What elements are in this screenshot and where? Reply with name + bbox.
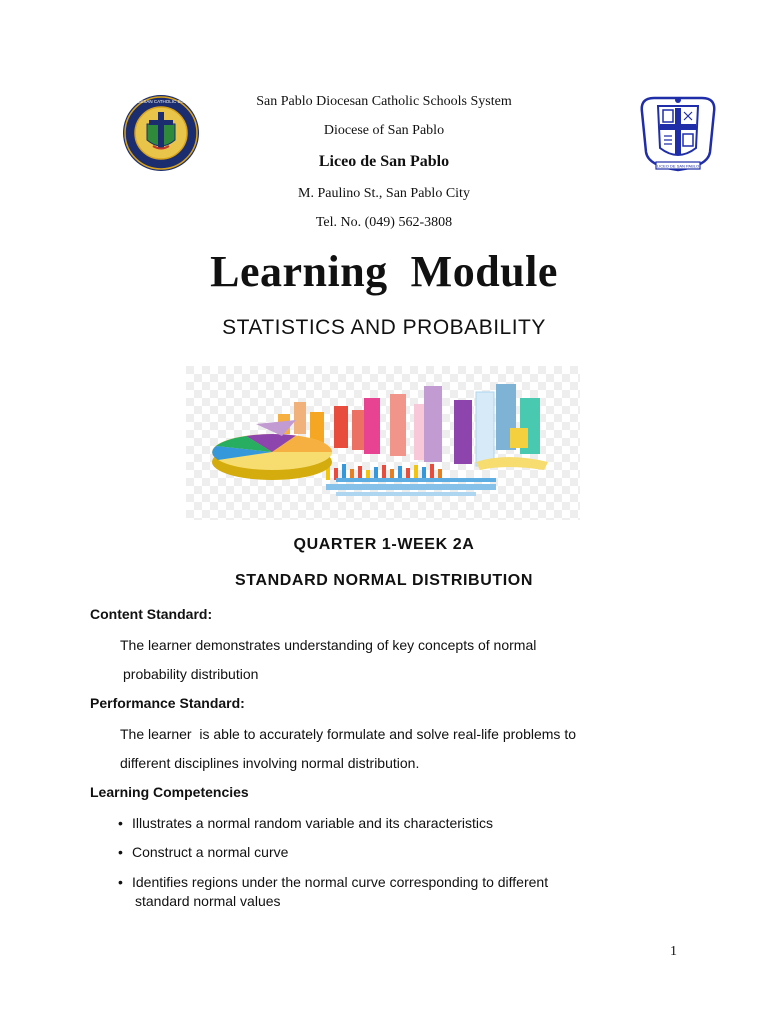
- content-standard-line-2: probability distribution: [123, 666, 259, 682]
- school-system-line: San Pablo Diocesan Catholic Schools System: [256, 94, 512, 109]
- competency-text: Identifies regions under the normal curve corresponding to different: [132, 874, 549, 890]
- competency-text: Illustrates a normal random variable and its characteristics: [132, 815, 494, 831]
- page-title: Learning Module: [210, 247, 558, 296]
- bullet-icon: •: [118, 815, 123, 831]
- bullet-icon: •: [118, 844, 123, 860]
- page-number: 1: [670, 944, 677, 959]
- school-address: M. Paulino St., San Pablo City: [298, 186, 470, 201]
- content-standard-heading: Content Standard:: [90, 606, 213, 622]
- competency-text: Construct a normal curve: [132, 844, 289, 860]
- diocese-line: Diocese of San Pablo: [323, 123, 445, 138]
- school-name: Liceo de San Pablo: [318, 153, 450, 170]
- list-item: [118, 815, 493, 831]
- performance-standard-line-2: different disciplines involving normal distribution.: [120, 755, 420, 771]
- competency-text-continued: standard normal values: [135, 893, 281, 909]
- topic-heading: STANDARD NORMAL DISTRIBUTION: [235, 572, 533, 589]
- svg-text:LICEO DE SAN PABLO: LICEO DE SAN PABLO: [656, 163, 700, 169]
- learning-competencies-heading: Learning Competencies: [90, 784, 249, 800]
- content-standard-line-1: The learner demonstrates understanding of key concepts of normal: [120, 637, 537, 653]
- statistics-charts-illustration-icon: [186, 366, 580, 520]
- performance-standard-heading: Performance Standard:: [90, 695, 245, 711]
- bullet-icon: •: [118, 874, 123, 890]
- quarter-week-heading: QUARTER 1-WEEK 2A: [293, 536, 475, 553]
- performance-standard-line-1: The learner is able to accurately formulate and solve real-life problems to: [120, 726, 576, 742]
- subject-title: STATISTICS AND PROBABILITY: [222, 316, 546, 339]
- list-item: [118, 874, 548, 890]
- svg-text:SAN PABLO DIOCESAN CATHOLIC SC: SAN PABLO DIOCESAN CATHOLIC SCHOOLS SYSTEM: [102, 99, 220, 104]
- list-item: [118, 844, 288, 860]
- school-telephone: Tel. No. (049) 562-3808: [315, 215, 453, 230]
